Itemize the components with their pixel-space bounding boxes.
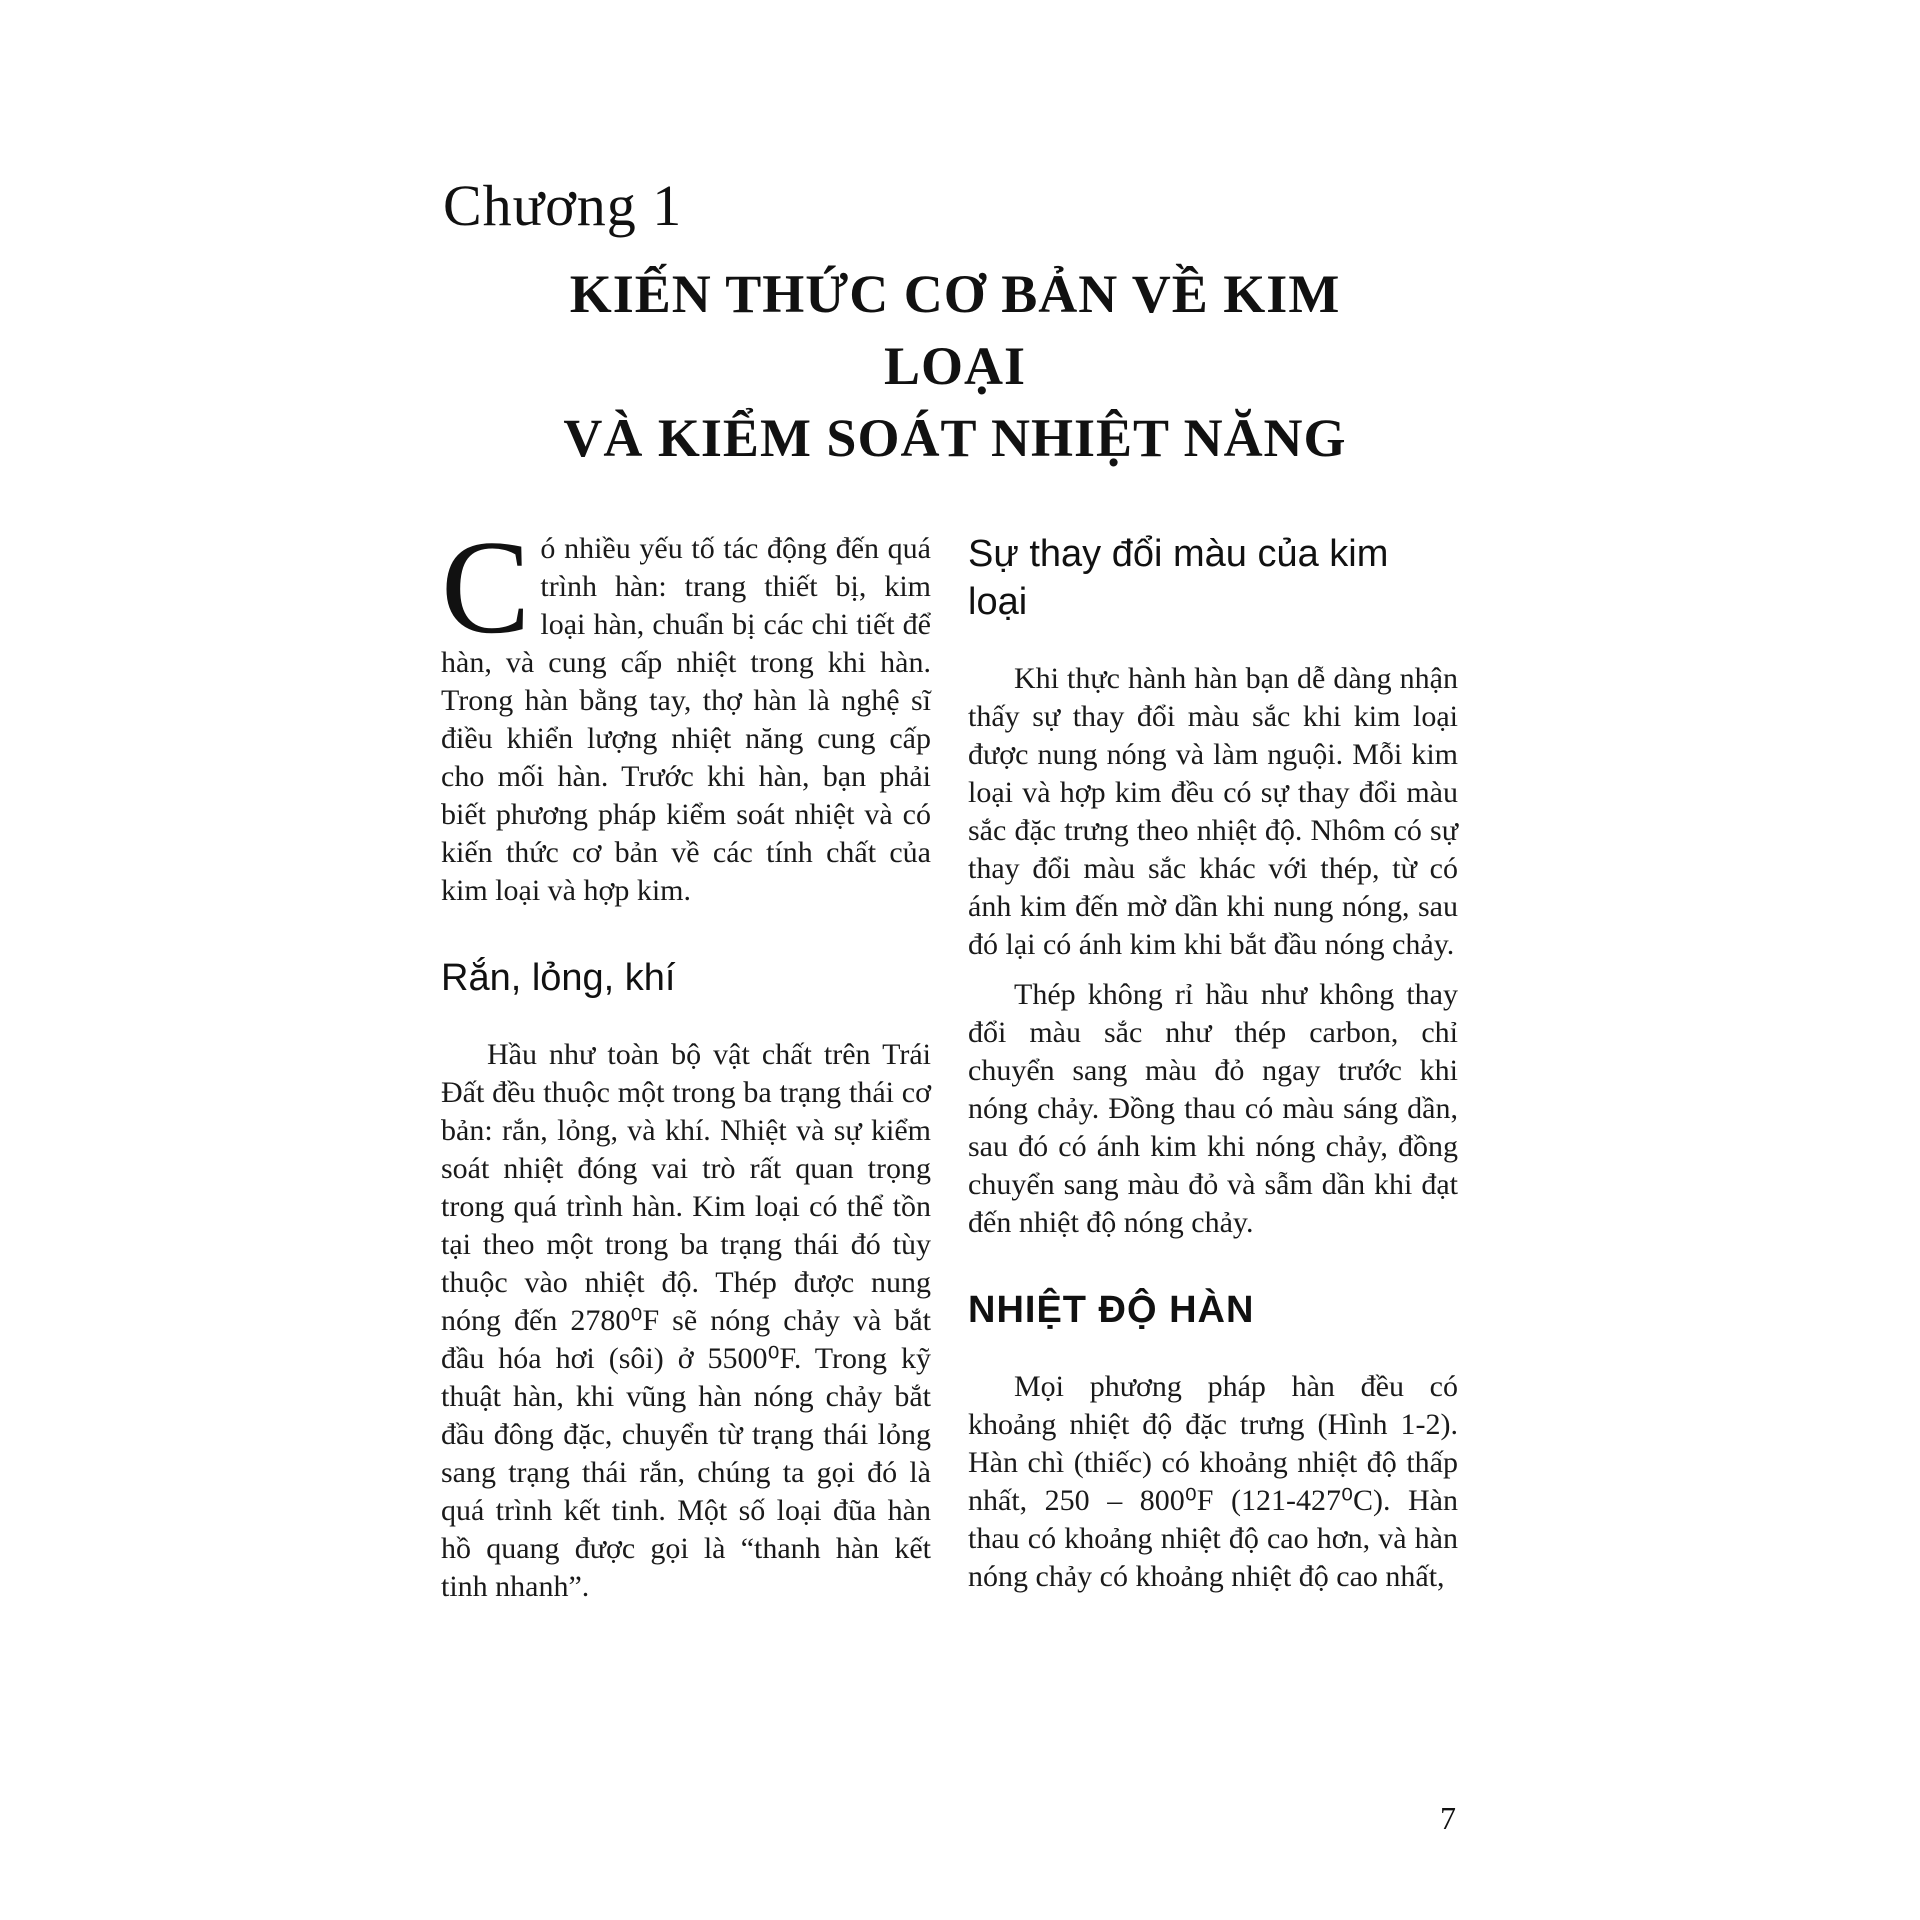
right-column bbox=[968, 530, 1458, 1596]
color-paragraph-2: Thép không rỉ hầu như không thay đổi màu sắc như thép carbon, chỉ chuyển sang màu đỏ ngay trước khi nóng chảy. Đồng thau có màu sáng dần, sau đó có ánh kim khi nóng chảy, đồng chuyển sang màu đỏ và sẫm dần khi đạt đến nhiệt độ nóng chảy. bbox=[968, 978, 1458, 1239]
chapter-title bbox=[540, 258, 1370, 474]
drop-cap: C bbox=[441, 513, 531, 661]
chapter-title-line-2: VÀ KIỂM SOÁT NHIỆT NĂNG bbox=[563, 408, 1347, 468]
intro-text: ó nhiều yếu tố tác động đến quá trình hàn: trang thiết bị, kim loại hàn, chuẩn bị các chi tiết để hàn, và cung cấp nhiệt trong khi hàn. Trong hàn bằng tay, thợ hàn là nghệ sĩ điều khiển lượng nhiệt năng cung cấp cho mối hàn. Trước khi hàn, bạn phải biết phương pháp kiểm soát nhiệt và có kiến thức cơ bản về các tính chất của kim loại và hợp kim. bbox=[441, 532, 931, 907]
chapter-title-line-1: KIẾN THỨC CƠ BẢN VỀ KIM LOẠI bbox=[569, 264, 1341, 396]
intro-paragraph bbox=[441, 513, 931, 910]
chapter-label: Chương 1 bbox=[443, 173, 683, 238]
color-paragraph-1: Khi thực hành hàn bạn dễ dàng nhận thấy sự thay đổi màu sắc khi kim loại được nung nóng và làm nguội. Mỗi kim loại và hợp kim đều có sự thay đổi màu sắc đặc trưng theo nhiệt độ. Nhôm có sự thay đổi màu sắc khác với thép, từ có ánh kim đến mờ dần khi nung nóng, sau đó lại có ánh kim khi bắt đầu nóng chảy. bbox=[968, 662, 1458, 961]
heading-metal-color-change: Sự thay đổi màu của kim loại bbox=[968, 533, 1389, 623]
states-paragraph: Hầu như toàn bộ vật chất trên Trái Đất đều thuộc một trong ba trạng thái cơ bản: rắn, lỏng, và khí. Nhiệt và sự kiểm soát nhiệt đóng vai trò rất quan trọng trong quá trình hàn. Kim loại có thể tồn tại theo một trong ba trạng thái đó tùy thuộc vào nhiệt độ. Thép được nung nóng đến 2780⁰F sẽ nóng chảy và bắt đầu hóa hơi (sôi) ở 5500⁰F. Trong kỹ thuật hàn, khi vũng hàn nóng chảy bắt đầu đông đặc, chuyển từ trạng thái lỏng sang trạng thái rắn, chúng ta gọi đó là quá trình kết tinh. Một số loại đũa hàn hồ quang được gọi là “thanh hàn kết tinh nhanh”. bbox=[441, 1038, 931, 1603]
temperature-paragraph: Mọi phương pháp hàn đều có khoảng nhiệt độ đặc trưng (Hình 1-2). Hàn chì (thiếc) có khoảng nhiệt độ thấp nhất, 250 – 800⁰F (121-427⁰C). Hàn thau có khoảng nhiệt độ cao hơn, và hàn nóng chảy có khoảng nhiệt độ cao nhất, bbox=[968, 1370, 1458, 1593]
heading-welding-temperature: NHIỆT ĐỘ HÀN bbox=[968, 1289, 1255, 1331]
page-number: 7 bbox=[1440, 1800, 1456, 1836]
left-column bbox=[441, 513, 931, 1606]
heading-states-of-matter: Rắn, lỏng, khí bbox=[441, 957, 676, 999]
